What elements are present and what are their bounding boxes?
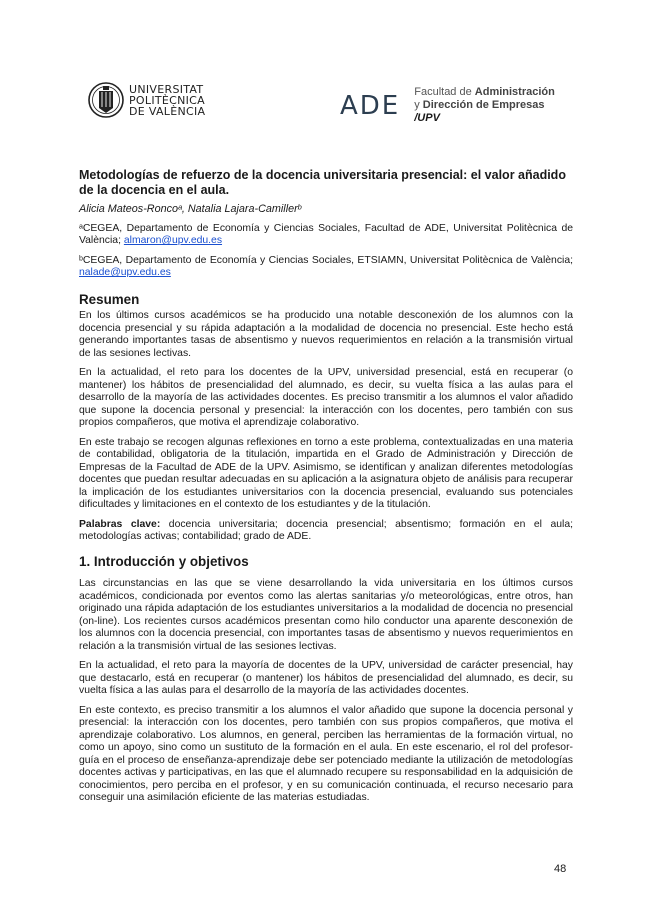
- ade-line1-light: Facultad de: [414, 86, 475, 98]
- affiliation-b: [79, 255, 573, 280]
- ade-upv-tag: /UPV: [414, 112, 440, 124]
- main-content: [79, 168, 573, 812]
- upv-name: [129, 84, 205, 117]
- ade-line2-bold: Dirección de Empresas: [422, 99, 545, 111]
- intro-paragraph-1: Las circunstancias en las que se viene desarrollando la vida universitaria en los últimos cursos académicos, condicionada por eventos como las alertas sanitarias y/o meteorológicas, entre otros, han originado una rápida adaptación de los estudiantes universitarios a la modalidad de docencia no presencial (on-line). Los recientes cursos académicos presentan como hilo conductor una aparente desconexión de los alumnos con la docencia presencial, con importantes tasas de absentismo y nuevos requerimientos en relación a la transmisión virtual de las sesiones lectivas.: [79, 578, 573, 652]
- abstract-paragraph-1: En los últimos cursos académicos se ha producido una notable desconexión de los alumnos con la docencia presencial y su rápida adaptación a la modalidad de docencia no presencial. Este hecho está generando importantes tasas de absentismo y nuevos requerimientos en relación a la transmisión virtual de las sesiones lectivas.: [79, 310, 573, 359]
- upv-logo: [88, 80, 205, 120]
- upv-seal-icon: [88, 80, 124, 120]
- intro-paragraph-3: En este contexto, es preciso transmitir a los alumnos el valor añadido que supone la docencia personal y presencial: la interacción con los docentes, pero también con sus propios compañeros, que motiva el aprendizaje colaborativo. Los alumnos, en general, perciben las herramientas de la formación virtual, no como un apoyo, sino como un sustituto de la formación en el aula. En este escenario, el rol del profesor-guía en el proceso de enseñanza-aprendizaje debe ser potenciado mediante la utilización de metodologías docentes activas y participativas, en las que el alumnado recupere su responsabilidad en la adquisición de conocimientos, pero perciba en el profesor, y en su comunicación continuada, el recurso necesario para conseguir una asimilación eficiente de las materias estudiadas.: [79, 704, 573, 803]
- page-number: 48: [554, 863, 567, 875]
- ade-line2-light: y: [414, 99, 423, 111]
- upv-name-line1: UNIVERSITAT: [129, 82, 204, 96]
- affiliation-a-text: ᵃCEGEA, Departamento de Economía y Ciencias Sociales, Facultad de ADE, Universitat Politècnica de València;: [79, 222, 573, 246]
- keywords: [79, 519, 573, 544]
- affiliation-a-email-link[interactable]: almaron@upv.edu.es: [123, 235, 223, 246]
- intro-heading: 1. Introducción y objetivos: [79, 553, 249, 569]
- intro-paragraph-2: En la actualidad, el reto para la mayoría de docentes de la UPV, universidad de carácter presencial, hay que destacarlo, está en recuperar (o mantener) los hábitos de presencialidad del alumnado, es decir, su vuelta física a las aulas para el desarrollo de la mayoría de las actividades docentes.: [79, 660, 573, 696]
- abstract-heading: Resumen: [79, 291, 140, 307]
- page-header: [88, 80, 568, 124]
- ade-mark: ADE: [340, 90, 401, 121]
- upv-name-line3: DE VALÈNCIA: [129, 104, 206, 118]
- abstract-paragraph-2: En la actualidad, el reto para los docentes de la UPV, universidad presencial, está en recuperar (o mantener) los hábitos de presencialidad del alumnado, es decir, su vuelta física a las aulas para el desarrollo de la mayoría de las actividades docentes. Es preciso transmitir a los alumnos el valor añadido que supone la docencia personal y presencial: la interacción con los docentes, pero también con sus propios compañeros, que motiva el aprendizaje colaborativo.: [79, 367, 573, 428]
- paper-title: Metodologías de refuerzo de la docencia universitaria presencial: el valor añadido de la docencia en el aula.: [79, 168, 566, 197]
- ade-faculty-name: [414, 86, 568, 125]
- abstract-paragraph-3: En este trabajo se recogen algunas reflexiones en torno a este problema, contextualizadas en una materia de contabilidad, obligatoria de la titulación, impartida en el Grado de Administración y Dirección de Empresas de la Facultad de ADE de la UPV. Asimismo, se identifican y analizan diferentes metodologías docentes que puedan resultar adecuadas en su aplicación a la asignatura objeto de análisis para recuperar la implicación de los estudiantes universitarios con la docencia presencial, evaluando sus potenciales dificultades y limitaciones en el contexto de los estudiantes y de la titulación.: [79, 436, 573, 510]
- keywords-label: Palabras clave:: [79, 518, 161, 530]
- affiliation-a: [79, 223, 573, 248]
- affiliation-b-email-link[interactable]: nalade@upv.edu.es: [79, 267, 171, 278]
- affiliation-b-text: ᵇCEGEA, Departamento de Economía y Ciencias Sociales, ETSIAMN, Universitat Politècnica de València;: [79, 254, 573, 266]
- paper-authors: Alicia Mateos-Roncoᵃ, Natalia Lajara-Camillerᵇ: [79, 203, 302, 215]
- ade-logo: [340, 86, 568, 125]
- keywords-list: docencia universitaria; docencia presencial; absentismo; formación en el aula; metodologías activas; contabilidad; grado de ADE.: [79, 518, 573, 542]
- upv-name-line2: POLITÈCNICA: [129, 93, 205, 107]
- ade-line1-bold: Administración: [474, 86, 555, 98]
